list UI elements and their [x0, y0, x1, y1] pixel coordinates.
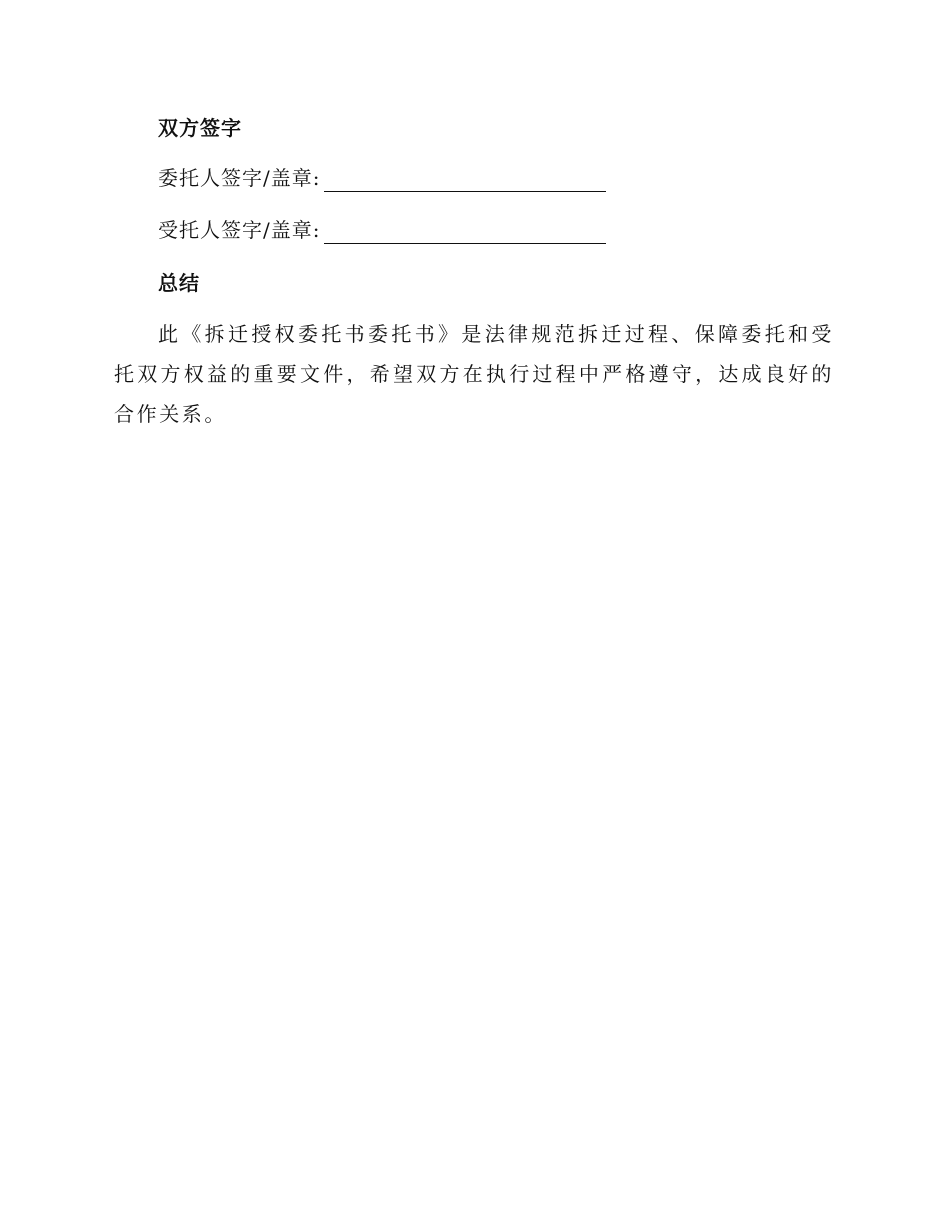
principal-signature-blank	[324, 169, 606, 192]
summary-paragraph: 此《拆迁授权委托书委托书》是法律规范拆迁过程、保障委托和受托双方权益的重要文件，希望双方在执行过程中严格遵守，达成良好的合作关系。	[114, 322, 834, 426]
signatures-heading: 双方签字	[158, 116, 242, 140]
agent-signature-label: 受托人签字/盖章:	[158, 218, 321, 242]
agent-signature-blank	[324, 221, 606, 244]
principal-signature-line	[158, 164, 606, 192]
summary-heading: 总结	[158, 271, 200, 295]
agent-signature-line	[158, 216, 606, 244]
principal-signature-label: 委托人签字/盖章:	[158, 166, 321, 190]
